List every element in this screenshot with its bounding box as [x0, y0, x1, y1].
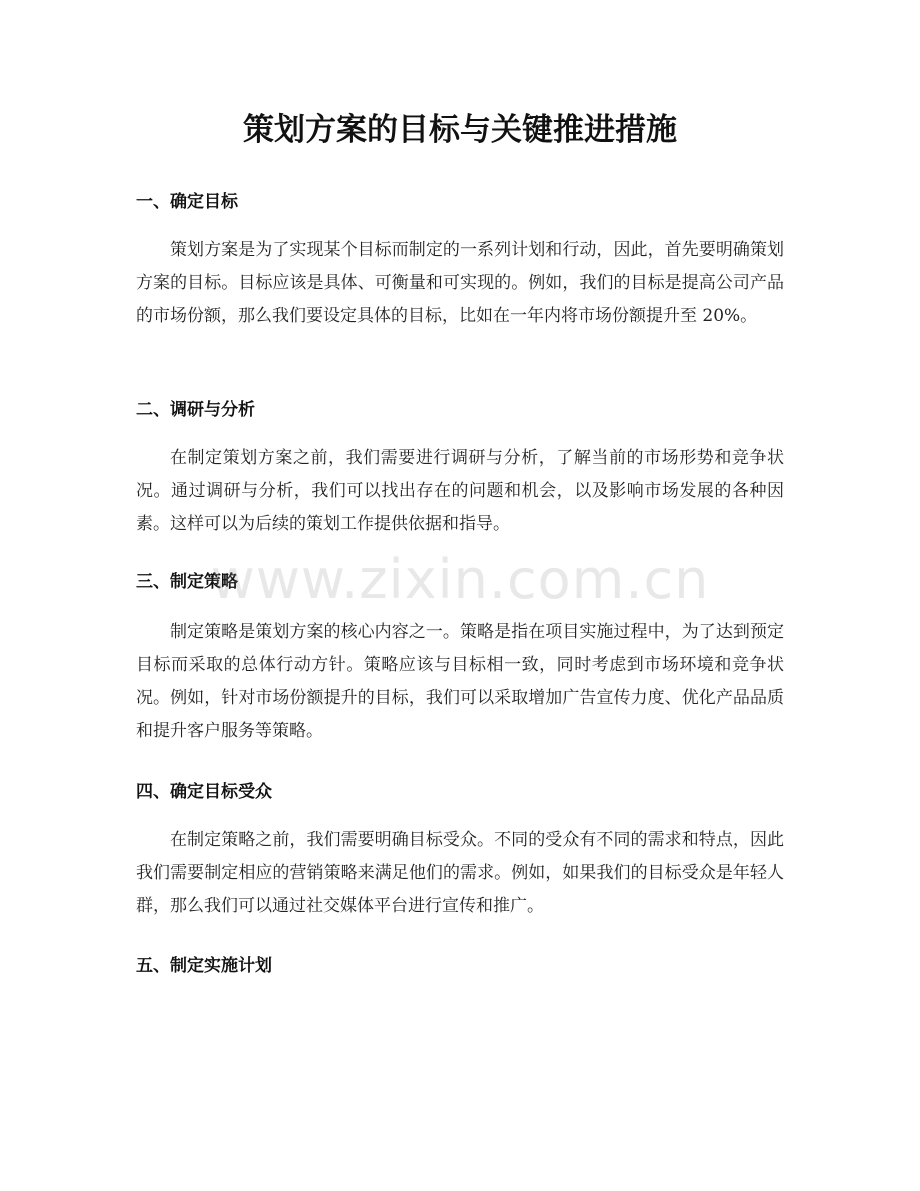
- section-heading-2: 二、调研与分析: [136, 400, 255, 420]
- section-heading-4: 四、确定目标受众: [136, 782, 272, 802]
- section-body-3: 制定策略是策划方案的核心内容之一。策略是指在项目实施过程中，为了达到预定目标而采取的总体行动方针。策略应该与目标相一致，同时考虑到市场环境和竞争状况。例如，针对市场份额提升的目标，我们可以采取增加广告宣传力度、优化产品品质和提升客户服务等策略。: [136, 622, 784, 741]
- watermark-text: www.zixin.com.cn: [210, 548, 710, 611]
- section-body-4: 在制定策略之前，我们需要明确目标受众。不同的受众有不同的需求和特点，因此我们需要制定相应的营销策略来满足他们的需求。例如，如果我们的目标受众是年轻人群，那么我们可以通过社交媒体平台进行宣传和推广。: [136, 830, 784, 916]
- section-body-1: 策划方案是为了实现某个目标而制定的一系列计划和行动，因此，首先要明确策划方案的目标。目标应该是具体、可衡量和可实现的。例如，我们的目标是提高公司产品的市场份额，那么我们要设定具体的目标，比如在一年内将市场份额提升至 20%。: [136, 240, 784, 326]
- section-heading-5: 五、制定实施计划: [136, 956, 272, 976]
- section-heading-3: 三、制定策略: [136, 572, 238, 592]
- section-body-2: 在制定策划方案之前，我们需要进行调研与分析，了解当前的市场形势和竞争状况。通过调研与分析，我们可以找出存在的问题和机会，以及影响市场发展的各种因素。这样可以为后续的策划工作提供依据和指导。: [136, 448, 784, 534]
- section-heading-1: 一、确定目标: [136, 192, 238, 212]
- document-title: 策划方案的目标与关键推进措施: [243, 112, 677, 148]
